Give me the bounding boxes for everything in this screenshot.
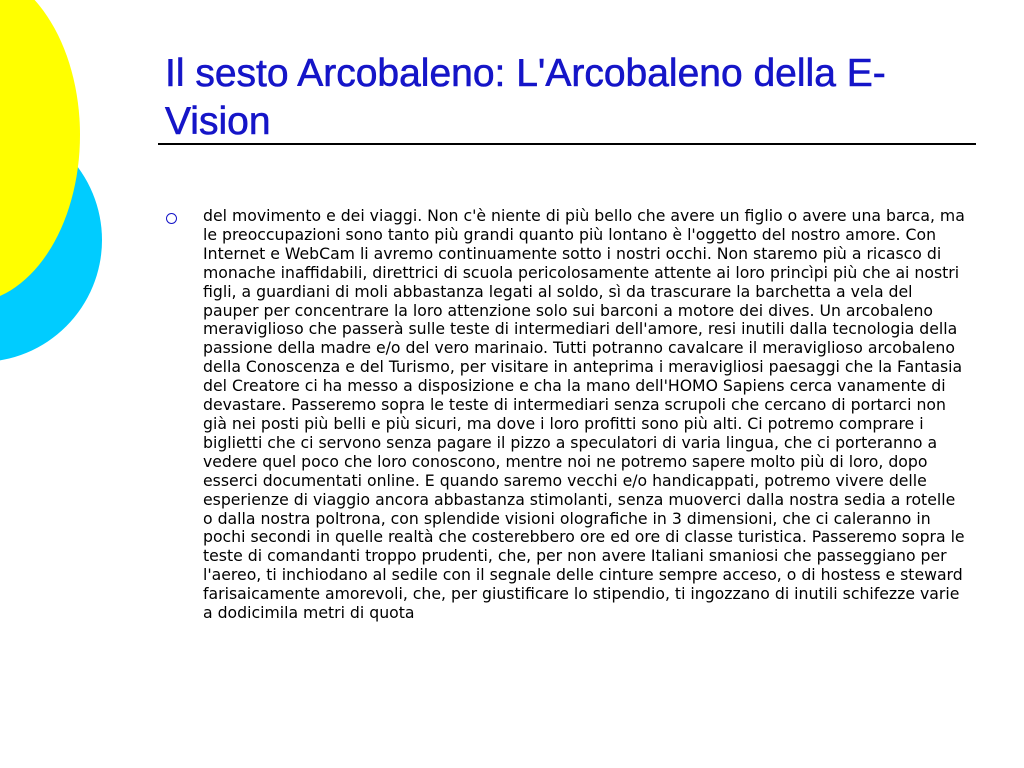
body-text: del movimento e dei viaggi. Non c'è niente di più bello che avere un figlio o avere una barca, ma le preoccupazioni sono tanto più grandi quanto più lontano è l'oggetto del nostro amore. Con Internet e WebCam li avremo continuamente sotto i nostri occhi. Non staremo più a ricasco di monache inaffidabili, direttrici di scuola pericolosamente attente ai loro princìpi più che ai nostri figli, a guardiani di moli abbastanza legati al soldo, sì da trascurare la barchetta a vela del pauper per concentrare la loro attenzione solo sui barconi a motore dei dives. Un arcobaleno meraviglioso che passerà sulle teste di intermediari dell'amore, resi inutili dalla tecnologia della passione della madre e/o del vero marinaio. Tutti potranno cavalcare il meraviglioso arcobaleno della Conoscenza e del Turismo, per visitare in anteprima i meravigliosi paesaggi che la Fantasia del Creatore ci ha messo a disposizione e cha la mano dell'HOMO Sapiens cerca vanamente di devastare. Passeremo sopra le teste di intermediari senza scrupoli che cercano di portarci non già nei posti più belli e più sicuri, ma dove i loro profitti sono più alti. Ci potremo comprare i biglietti che ci servono senza pagare il pizzo a speculatori di varia lingua, che ci porteranno a vedere quel poco che loro conoscono, mentre noi ne potremo sapere molto più di loro, dopo esserci documentati online. E quando saremo vecchi e/o handicappati, potremo vivere delle esperienze di viaggio ancora abbastanza stimolanti, senza muoverci dalla nostra sedia a rotelle o dalla nostra poltrona, con splendide visioni olografiche in 3 dimensioni, che ci caleranno in pochi secondi in quelle realtà che costerebbero ore ed ore di classe turistica. Passeremo sopra le teste di comandanti troppo prudenti, che, per non avere Italiani smaniosi che passeggiano per l'aereo, ti inchiodano al sedile con il segnale delle cinture sempre acceso, o di hostess e steward farisaicamente amorevoli, che, per giustificare lo stipendio, ti ingozzano di inutili schifezze varie a dodicimila metri di quota: [203, 206, 965, 623]
hollow-circle-bullet-icon: [166, 213, 177, 224]
decorative-circles: [0, 0, 110, 380]
slide-content: [166, 207, 966, 623]
title-underline: [158, 143, 976, 145]
bullet-item: [166, 207, 966, 623]
slide-title: Il sesto Arcobaleno: L'Arcobaleno della E-Vision: [165, 52, 886, 143]
